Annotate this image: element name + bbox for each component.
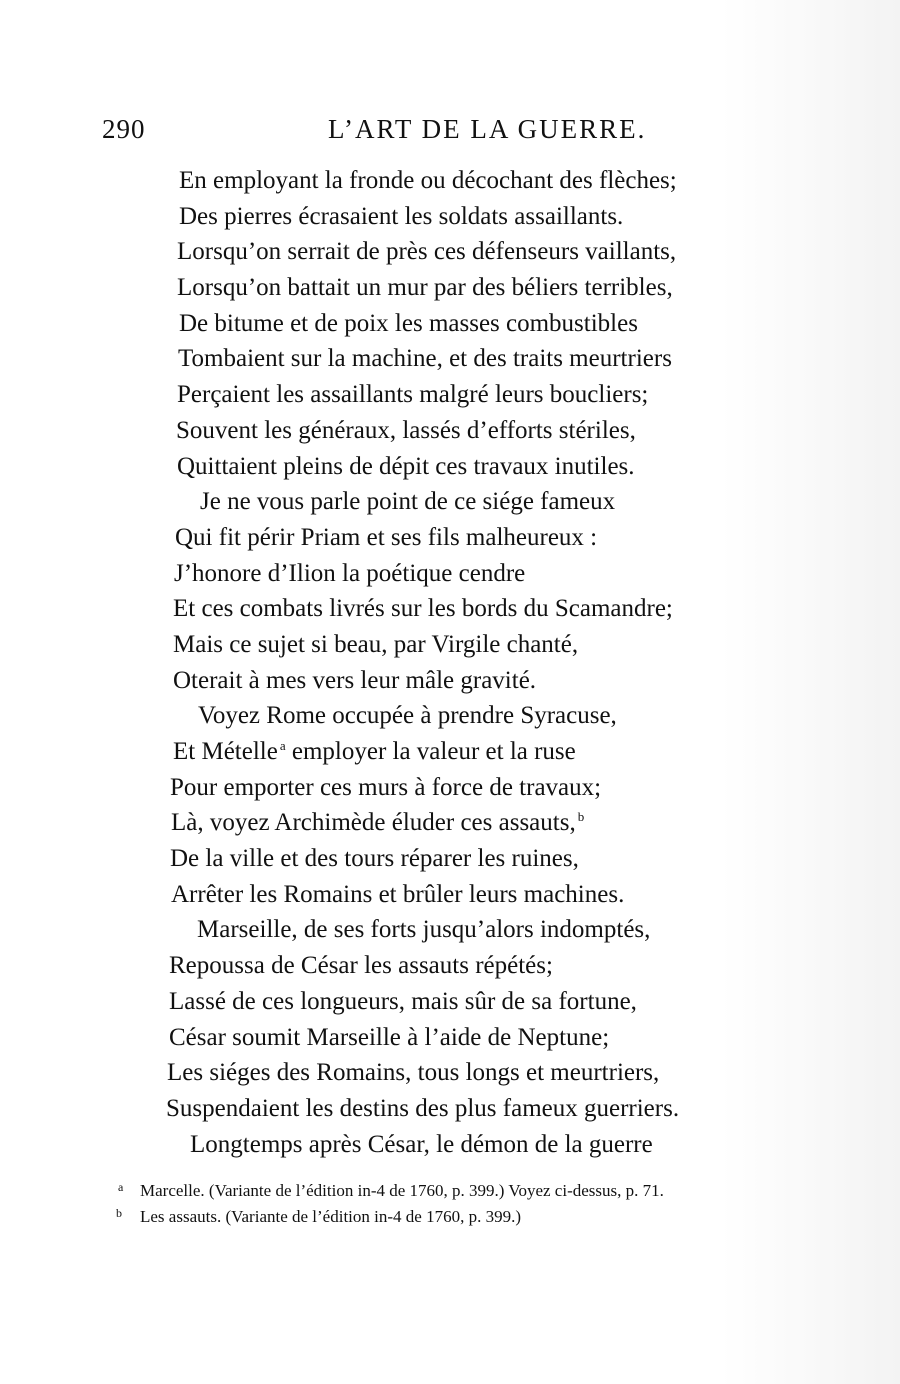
verse-text-part: De la ville et des tours réparer les ruines, bbox=[170, 845, 579, 873]
verse-text bbox=[179, 306, 638, 342]
verse-text-part: Je ne vous parle point de ce siége fameux bbox=[200, 488, 616, 516]
verse-text-part: Mais ce sujet si beau, par Virgile chanté, bbox=[173, 630, 579, 658]
verse-line bbox=[0, 627, 900, 663]
verse-text bbox=[176, 413, 636, 449]
verse-line bbox=[0, 199, 900, 235]
footnote-reference: a bbox=[279, 738, 286, 753]
verse-line bbox=[0, 449, 900, 485]
verse-text-part: En employant la fronde ou décochant des flèches; bbox=[179, 167, 677, 194]
verse-text-part: Perçaient les assaillants malgré leurs boucliers; bbox=[177, 381, 649, 409]
verse-text-part: Lorsqu’on serrait de près ces défenseurs vaillants, bbox=[177, 238, 677, 266]
verse-line bbox=[0, 413, 900, 449]
verse-text bbox=[173, 591, 673, 627]
footnote-text: Marcelle. (Variante de l’édition in-4 de 1760, p. 399.) Voyez ci-dessus, p. 71. bbox=[140, 1181, 664, 1200]
verse-text bbox=[200, 484, 615, 520]
poem-body bbox=[0, 163, 900, 1162]
verse-text bbox=[171, 877, 624, 913]
verse-text-part: Et ces combats livrés sur les bords du Scamandre; bbox=[173, 595, 673, 623]
verse-line bbox=[0, 734, 900, 770]
verse-text bbox=[177, 377, 648, 413]
verse-line bbox=[0, 306, 900, 342]
verse-line bbox=[0, 805, 900, 841]
verse-line bbox=[0, 1020, 900, 1056]
verse-text bbox=[170, 770, 601, 806]
verse-text bbox=[197, 912, 650, 948]
verse-text-part: Et Mételle bbox=[173, 738, 278, 765]
page-number: 290 bbox=[102, 114, 146, 144]
verse-text bbox=[173, 663, 536, 699]
verse-text-part: Là, voyez Archimède éluder ces assauts, bbox=[171, 809, 576, 837]
verse-line bbox=[0, 984, 900, 1020]
verse-line bbox=[0, 234, 900, 270]
verse-text bbox=[178, 341, 672, 377]
verse-text-part: employer la valeur et la ruse bbox=[285, 738, 576, 765]
verse-text-part: Lassé de ces longueurs, mais sûr de sa fortune, bbox=[169, 987, 637, 1015]
footnote-text: Les assauts. (Variante de l’édition in-4 de 1760, p. 399.) bbox=[140, 1207, 521, 1226]
verse-text bbox=[169, 984, 637, 1020]
verse-line bbox=[0, 484, 900, 520]
verse-text bbox=[167, 1055, 659, 1091]
footnote bbox=[0, 1178, 900, 1204]
verse-line bbox=[0, 841, 900, 877]
verse-text bbox=[171, 805, 584, 841]
verse-line bbox=[0, 520, 900, 556]
verse-text bbox=[169, 948, 553, 984]
verse-text-part: Longtemps après César, le démon de la guerre bbox=[190, 1130, 653, 1158]
verse-text-part: Marseille, de ses forts jusqu’alors indomptés, bbox=[197, 916, 651, 944]
verse-line bbox=[0, 163, 900, 199]
verse-line bbox=[0, 912, 900, 948]
running-title: L’ART DE LA GUERRE. bbox=[328, 114, 647, 144]
verse-line bbox=[0, 556, 900, 592]
verse-text bbox=[177, 234, 676, 270]
verse-text-part: Repoussa de César les assauts répétés; bbox=[169, 952, 553, 980]
verse-text bbox=[166, 1091, 679, 1127]
verse-text-part: Voyez Rome occupée à prendre Syracuse, bbox=[198, 702, 617, 730]
verse-text-part: César soumit Marseille à l’aide de Neptune; bbox=[169, 1023, 610, 1051]
verse-line bbox=[0, 1055, 900, 1091]
verse-text-part: Tombaient sur la machine, et des traits meurtriers bbox=[178, 345, 672, 373]
footnote-mark: a bbox=[118, 1180, 124, 1194]
verse-line bbox=[0, 591, 900, 627]
verse-text-part: Des pierres écrasaient les soldats assaillants. bbox=[179, 202, 624, 230]
verse-text bbox=[190, 1127, 653, 1163]
verse-text-part: Lorsqu’on battait un mur par des béliers terribles, bbox=[177, 274, 673, 302]
verse-line bbox=[0, 270, 900, 306]
verse-text bbox=[179, 199, 623, 235]
verse-text bbox=[177, 449, 635, 485]
verse-line bbox=[0, 948, 900, 984]
verse-line bbox=[0, 663, 900, 699]
verse-text bbox=[174, 556, 525, 592]
verse-line bbox=[0, 770, 900, 806]
verse-line bbox=[0, 377, 900, 413]
verse-text bbox=[173, 734, 576, 770]
verse-text bbox=[175, 520, 597, 556]
verse-text-part: Oterait à mes vers leur mâle gravité. bbox=[173, 666, 537, 694]
verse-line bbox=[0, 877, 900, 913]
verse-line bbox=[0, 1091, 900, 1127]
verse-line bbox=[0, 1127, 900, 1163]
footnote-reference: b bbox=[577, 809, 585, 825]
footnote-mark: b bbox=[116, 1206, 122, 1220]
verse-text-part: J’honore d’Ilion la poétique cendre bbox=[174, 559, 526, 587]
verse-text bbox=[198, 698, 617, 734]
verse-text bbox=[170, 841, 579, 877]
verse-text-part: Qui fit périr Priam et ses fils malheureux : bbox=[175, 523, 598, 551]
verse-text bbox=[177, 270, 673, 306]
verse-line bbox=[0, 341, 900, 377]
verse-text bbox=[173, 627, 578, 663]
verse-text-part: Pour emporter ces murs à force de travaux; bbox=[170, 773, 602, 801]
footnotes bbox=[0, 1178, 900, 1230]
verse-text-part: Quittaient pleins de dépit ces travaux inutiles. bbox=[177, 452, 635, 480]
footnote bbox=[0, 1204, 900, 1230]
verse-text-part: Arrêter les Romains et brûler leurs machines. bbox=[171, 880, 625, 908]
verse-text-part: Souvent les généraux, lassés d’efforts stériles, bbox=[176, 416, 636, 444]
verse-text-part: De bitume et de poix les masses combustibles bbox=[179, 309, 638, 337]
verse-text bbox=[169, 1020, 609, 1056]
verse-text-part: Suspendaient les destins des plus fameux guerriers. bbox=[166, 1094, 680, 1122]
verse-text-part: Les siéges des Romains, tous longs et meurtriers, bbox=[167, 1059, 660, 1087]
verse-line bbox=[0, 698, 900, 734]
verse-text bbox=[179, 163, 677, 199]
